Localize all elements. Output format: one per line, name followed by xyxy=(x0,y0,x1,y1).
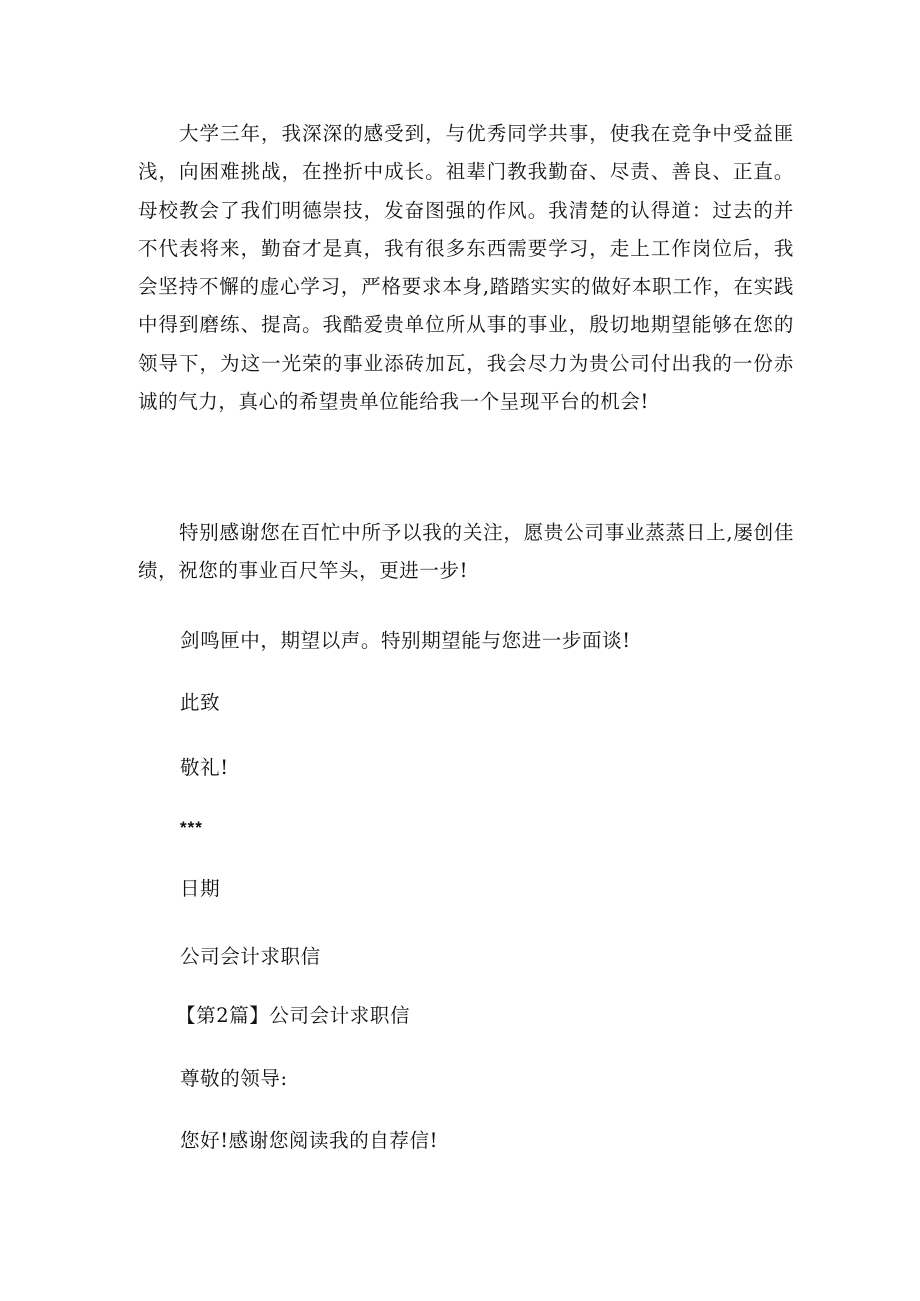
salutation: 尊敬的领导: xyxy=(180,1067,288,1090)
document-title: 公司会计求职信 xyxy=(180,945,321,968)
closing-remark: 剑鸣匣中，期望以声。特别期望能与您进一步面谈! xyxy=(180,629,631,652)
body-paragraph-1: 大学三年，我深深的感受到，与优秀同学共事，使我在竞争中受益匪浅，向困难挑战，在挫折中成长。祖辈门教我勤奋、尽责、善良、正直。母校教会了我们明德崇技，发奋图强的作风。我清楚的认得道：过去的并不代表将来，勤奋才是真，我有很多东西需要学习，走上工作岗位后，我会坚持不懈的虚心学习，严格要求本身,踏踏实实的做好本职工作，在实践中得到磨练、提高。我酷爱贵单位所从事的事业，殷切地期望能够在您的领导下，为这一光荣的事业添砖加瓦，我会尽力为贵公司付出我的一份赤诚的气力，真心的希望贵单位能给我一个呈现平台的机会! xyxy=(138,122,794,414)
section-heading: 【第2篇】公司会计求职信 xyxy=(176,1004,411,1027)
greeting: 您好!感谢您阅读我的自荐信! xyxy=(180,1129,439,1152)
closing-cizhi: 此致 xyxy=(180,691,221,714)
closing-jingli: 敬礼! xyxy=(180,756,229,779)
date-label: 日期 xyxy=(180,877,221,900)
body-paragraph-2: 特别感谢您在百忙中所予以我的关注，愿贵公司事业蒸蒸日上,屡创佳绩，祝您的事业百尺竿头，更进一步! xyxy=(138,521,794,583)
signature-name-placeholder: *** xyxy=(180,818,203,837)
